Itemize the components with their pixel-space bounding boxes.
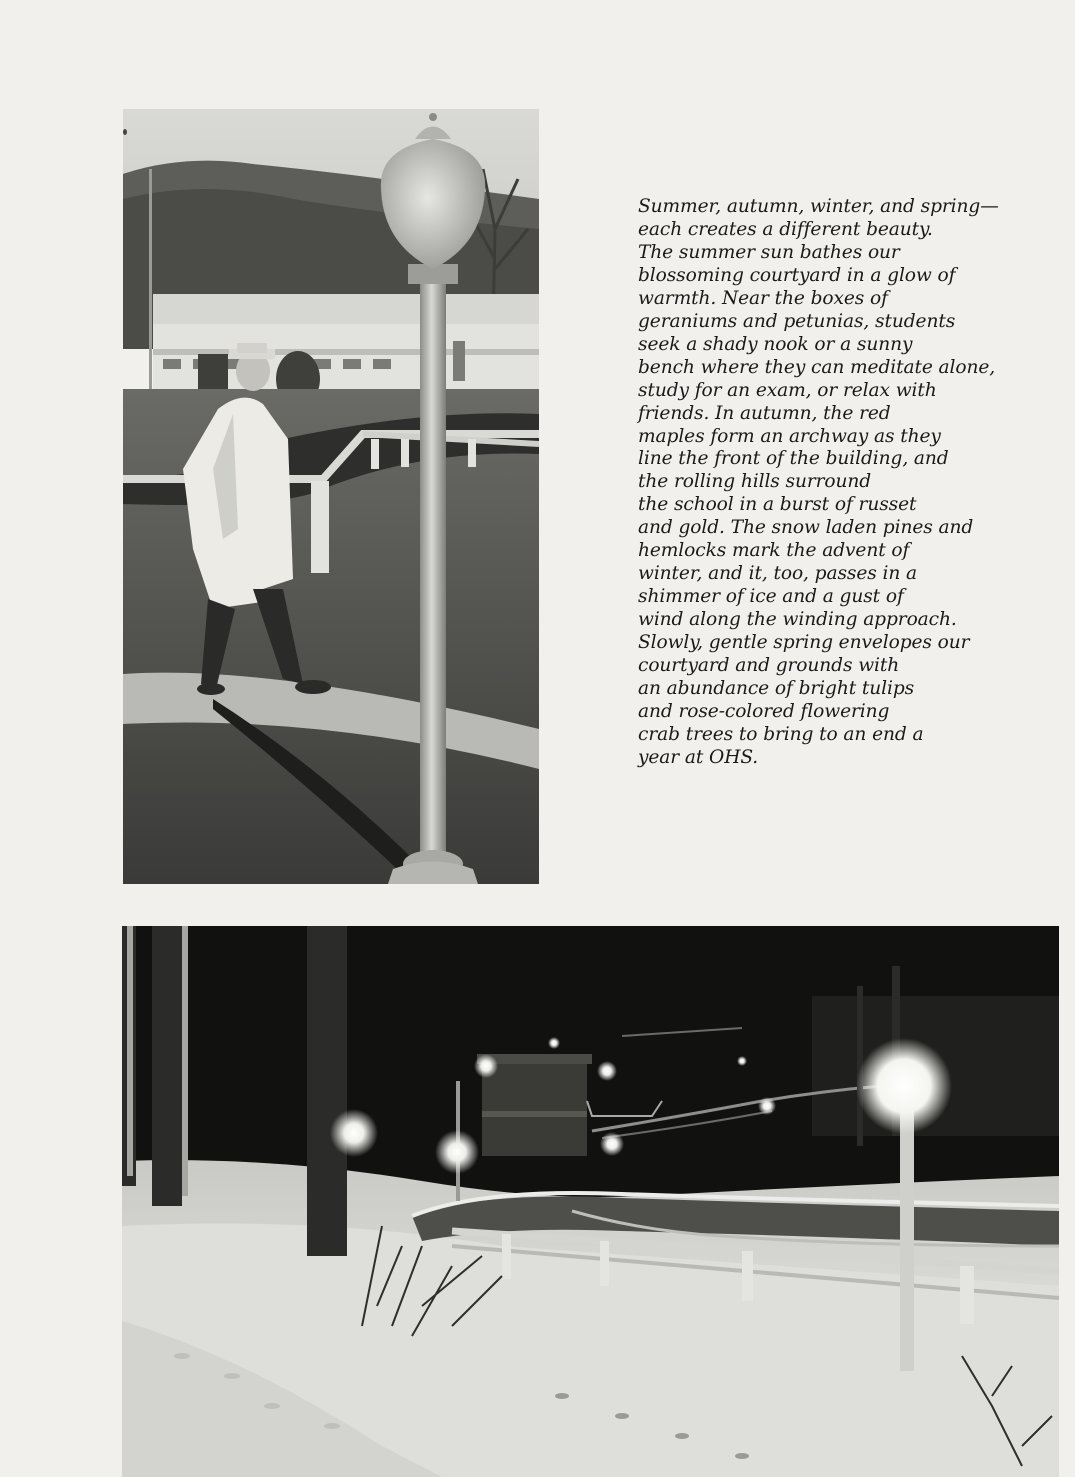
caption-line: Slowly, gentle spring envelopes our — [638, 632, 970, 654]
caption-line: the rolling hills surround — [638, 471, 872, 493]
caption-paragraph — [638, 196, 1048, 770]
caption-line: the school in a burst of russet — [638, 494, 917, 516]
caption-line: winter, and it, too, passes in a — [638, 563, 918, 585]
caption-line: study for an exam, or relax with — [638, 379, 937, 401]
caption-line: The summer sun bathes our — [638, 241, 900, 263]
caption-line: shimmer of ice and a gust of — [638, 586, 904, 608]
caption-line: blossoming courtyard in a glow of — [638, 264, 956, 286]
caption-line: and rose-colored flowering — [638, 700, 890, 722]
print-speck — [123, 129, 127, 135]
caption-line: bench where they can meditate alone, — [638, 356, 996, 378]
photo-winter-night-lights — [122, 926, 1059, 1477]
caption-line: geraniums and petunias, students — [638, 310, 956, 332]
caption-line: seek a shady nook or a sunny — [638, 333, 913, 355]
caption-line: wind along the winding approach. — [638, 609, 957, 631]
caption-line: friends. In autumn, the red — [638, 402, 891, 424]
caption-line: hemlocks mark the advent of — [638, 540, 910, 562]
caption-line: crab trees to bring to an end a — [638, 723, 924, 745]
caption-line: Summer, autumn, winter, and spring— — [638, 196, 999, 217]
caption-line: courtyard and grounds with — [638, 655, 900, 677]
caption-line: year at OHS. — [638, 746, 759, 768]
caption-line: warmth. Near the boxes of — [638, 287, 888, 309]
caption-line: maples form an archway as they — [638, 425, 941, 447]
caption-line: line the front of the building, and — [638, 448, 949, 470]
caption-line: and gold. The snow laden pines and — [638, 517, 974, 539]
caption-line: each creates a different beauty. — [638, 218, 933, 240]
caption-line: an abundance of bright tulips — [638, 678, 915, 700]
photo-man-walking-lamp-post — [123, 109, 539, 884]
